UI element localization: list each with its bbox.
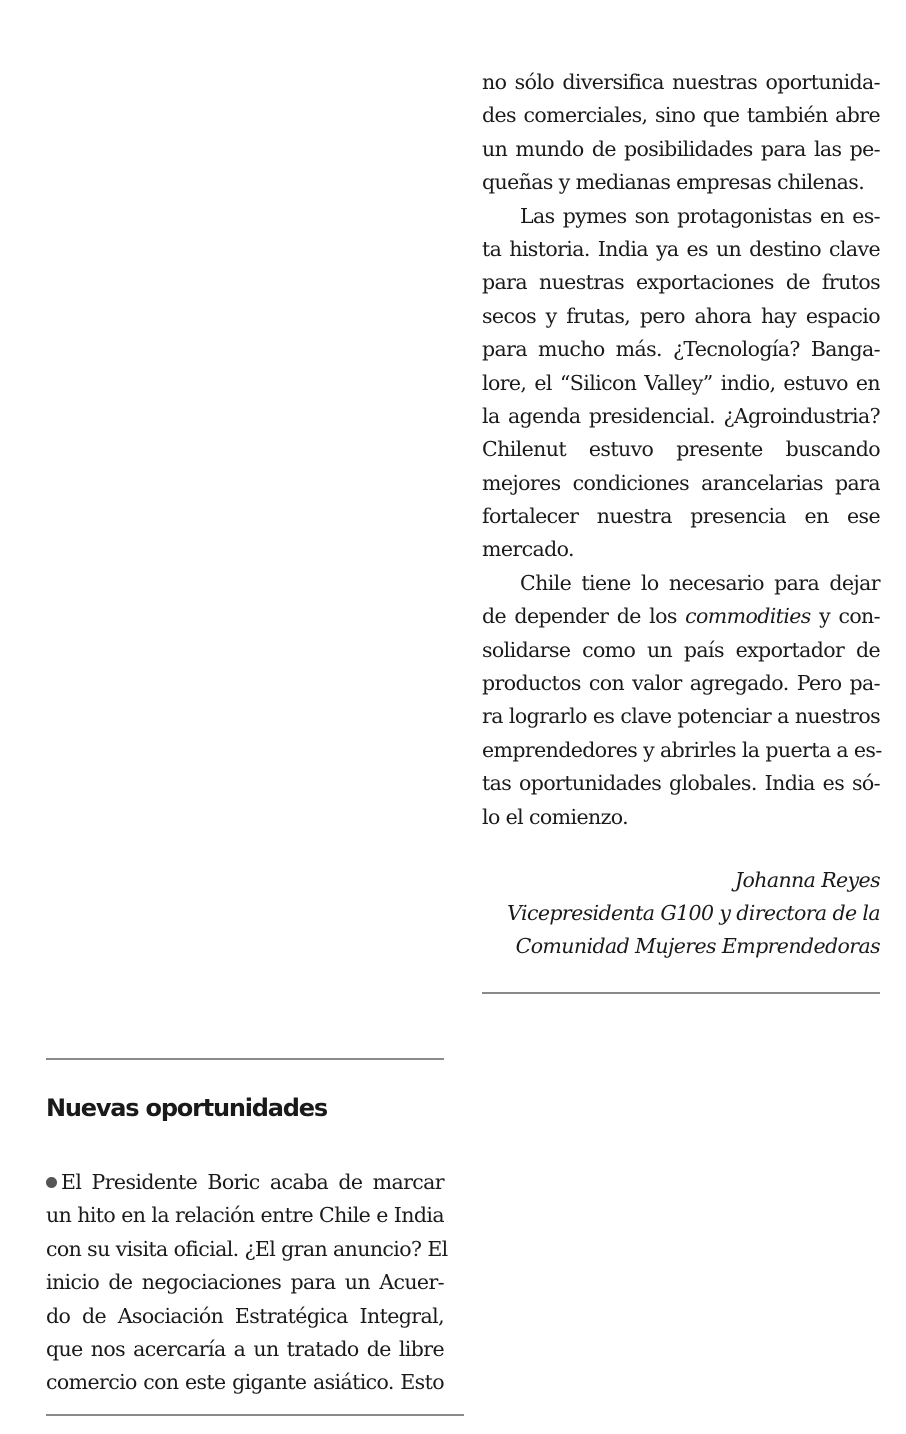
text-line-with-bullet [46,1166,444,1199]
divider-rule [46,1058,444,1060]
text-line: que nos acercaría a un tratado de libre [46,1336,444,1361]
text-line: para mucho más. ¿Tecnología? Banga- [482,337,880,362]
text-line: Las pymes son protagonistas en es- [520,203,880,228]
text-fragment: de depender de los [482,604,686,629]
section-title: Nuevas oportunidades [46,1094,327,1122]
text-line-with-italic [482,600,880,633]
text-line: do de Asociación Estratégica Integral, [46,1303,444,1328]
text-line: Chile tiene lo necesario para dejar [520,570,880,595]
bullet-icon [46,1177,57,1188]
author-role-line-2: Comunidad Mujeres Emprendedoras [515,934,880,958]
divider-rule [482,992,880,994]
italic-term: commodities [685,604,811,629]
text-line: mercado. [482,537,574,562]
text-line: comercio con este gigante asiático. Esto [46,1370,444,1395]
text-line: lore, el “Silicon Valley” indio, estuvo en [482,370,880,395]
author-name: Johanna Reyes [734,868,880,892]
text-line: ta historia. India ya es un destino clave [482,236,880,261]
author-role-line-1: Vicepresidenta G100 y directora de la [507,901,880,925]
section-body [46,1166,448,1400]
text-line: mejores condiciones arancelarias para [482,470,880,495]
text-line: Chilenut estuvo presente buscando [482,437,880,462]
text-line: un mundo de posibilidades para las pe- [482,136,880,161]
text-line: un hito en la relación entre Chile e India [46,1203,444,1228]
text-line: fortalecer nuestra presencia en ese [482,504,880,529]
text-line: queñas y medianas empresas chilenas. [482,170,865,195]
text-line: con su visita oficial. ¿El gran anuncio? El [46,1236,448,1261]
divider-rule [46,1414,464,1416]
text-line: tas oportunidades globales. India es só- [482,771,880,796]
text-line: des comerciales, sino que también abre [482,103,880,128]
text-line: ra lograrlo es clave potenciar a nuestros [482,704,880,729]
text-line: la agenda presidencial. ¿Agroindustria? [482,403,880,428]
text-line: para nuestras exportaciones de frutos [482,270,880,295]
text-line: emprendedores y abrirles la puerta a es- [482,737,882,762]
text-line: inicio de negociaciones para un Acuer- [46,1270,444,1295]
text-line: lo el comienzo. [482,804,629,829]
text-line: no sólo diversifica nuestras oportunida- [482,70,880,94]
text-line: productos con valor agregado. Pero pa- [482,671,880,696]
text-line: secos y frutas, pero ahora hay espacio [482,303,880,328]
author-signature [482,864,880,963]
text-line: solidarse como un país exportador de [482,637,880,662]
text-fragment: y con- [810,604,880,629]
article-right-column [482,66,880,834]
text-fragment: El Presidente Boric acaba de marcar [61,1170,444,1194]
